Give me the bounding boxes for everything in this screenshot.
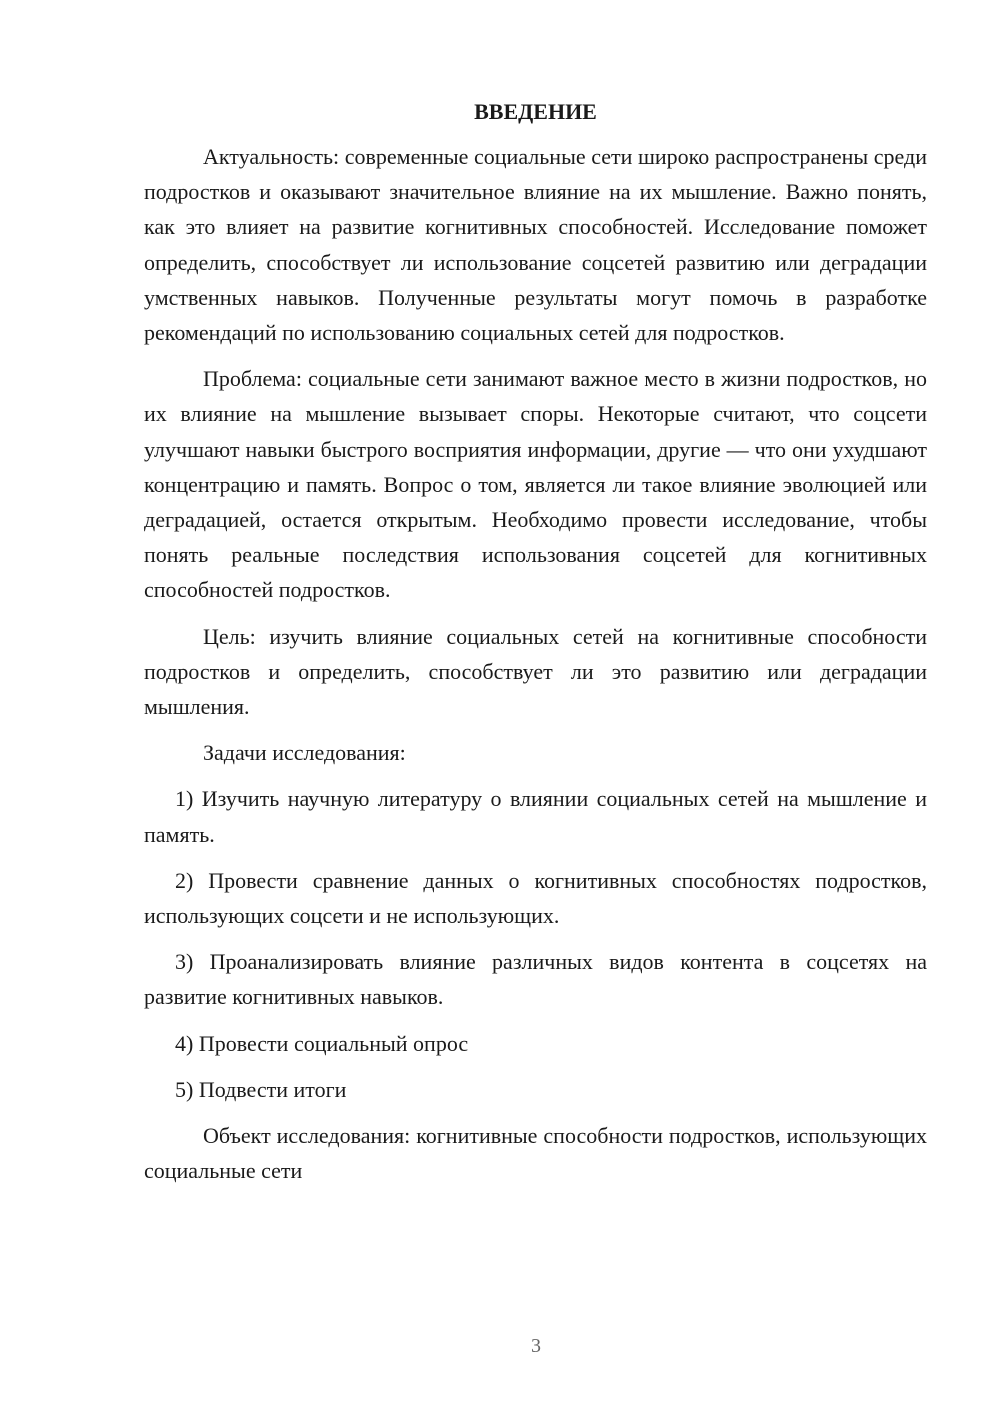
task-item-2: 2) Провести сравнение данных о когнитивных способностях подростков, использующих соцсети и не использующих. <box>144 867 927 929</box>
paragraph-problem: Проблема: социальные сети занимают важное место в жизни подростков, но их влияние на мышление вызывает споры. Некоторые считают, что соцсети улучшают навыки быстрого восприятия информации, другие — что они ухудшают концентрацию и память. Вопрос о том, является ли такое влияние эволюцией или деградацией, остается открытым. Необходимо провести исследование, чтобы понять реальные последствия использования соцсетей для когнитивных способностей подростков. <box>144 366 927 603</box>
section-title: ВВЕДЕНИЕ <box>474 99 597 124</box>
task-item-5: 5) Подвести итоги <box>175 1076 347 1102</box>
task-item-4: 4) Провести социальный опрос <box>175 1030 469 1056</box>
tasks-heading: Задачи исследования: <box>203 740 406 766</box>
task-item-3: 3) Проанализировать влияние различных видов контента в соцсетях на развитие когнитивных навыков. <box>144 949 927 1010</box>
task-item-1: 1) Изучить научную литературу о влиянии социальных сетей на мышление и память. <box>144 786 927 847</box>
page-content <box>144 94 927 1188</box>
paragraph-goal: Цель: изучить влияние социальных сетей на когнитивные способности подростков и определить, способствует ли это развитию или деградации мышления. <box>144 623 927 720</box>
paragraph-object: Объект исследования: когнитивные способности подростков, использующих социальные сети <box>144 1123 927 1184</box>
paragraph-relevance: Актуальность: современные социальные сети широко распространены среди подростков и оказывают значительное влияние на их мышление. Важно понять, как это влияет на развитие когнитивных способностей. Исследование поможет определить, способствует ли использование соцсетей развитию или деградации умственных навыков. Полученные результаты могут помочь в разработке рекомендаций по использованию социальных сетей для подростков. <box>144 144 927 346</box>
page-number: 3 <box>531 1335 541 1357</box>
